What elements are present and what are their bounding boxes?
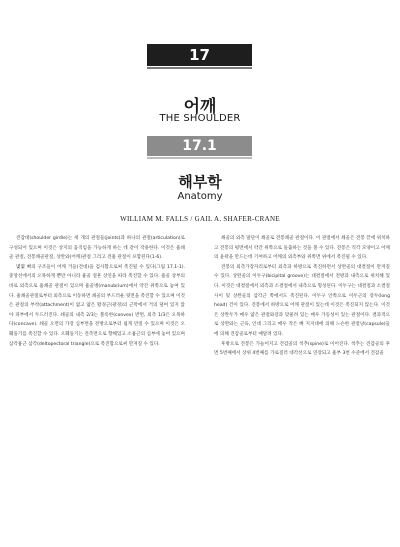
paragraph: 쇄골의 외측 말단이 쇄골로 견봉쇄골 관절이다. 이 관절에서 쇄골은 견봉 끝에 위치하고 견봉의 평면에서 약간 위쪽으로 돌출하는 것을 볼 수 있다. 견봉은 직각 모양이고 어깨의 윤곽을 만드는데 기여하고 어깨의 외측부와 위쪽면 위에서 촉진될 수 있다. bbox=[214, 236, 390, 261]
section-divider bbox=[147, 157, 252, 159]
section-number: 17.1 bbox=[182, 138, 217, 154]
paragraph: 후방으로 견봉은 가늘어지고 견갑골의 척추(spine)로 이어진다. 척추는 견갑골의 후면 5번째에서 상위 4번째를 가로질러 대각선으로 연장되고 흉부 3번 수준에서 견갑골 bbox=[214, 341, 390, 357]
chapter-number-box bbox=[147, 44, 252, 66]
chapter-title-korean: 어깨 bbox=[183, 97, 217, 117]
chapter-divider bbox=[147, 67, 252, 69]
paragraph: 견갑대(shoulder girdle)는 세 개의 관절들(joints)과 하나의 관절(articulation)로 구성되어 있으며 이것은 상지의 움직임을 가능하게 하는 데 같이 작용한다. 이것은 흉쇄골 관절, 견봉쇄골관절, 상완와(어깨)관절 그리고 견흉 관절이 포함된다(1-6). bbox=[9, 236, 185, 261]
body-column-left bbox=[9, 234, 185, 544]
chapter-title-english: THE SHOULDER bbox=[159, 113, 241, 124]
paragraph: 몇몇 뼈의 구조들이 어깨 거들(견대)을 검사함으로써 촉진될 수 있다(그림 17.1-1). 중앙선에서의 오목하게 뿐만 아니라 흉골 절흔 상연을 따라 촉진할 수 있다. 흉골 상부의 바로 외측으로 흉쇄골 관절이 있으며 흉골병(manubrium)에서 약간 위쪽으로 놓여 있다. 흉쇄골관절로부터 외측으로 이동하면 쇄골의 부드러운 윗면을 촉진할 수 있으며 이것은 관절의 부착(attachment)이 없고 얇은 활경근(광경)의 근막에서 거의 덮여 있지 않아 피부에서 두드러진다. 쇄골의 내측 2/3는 볼록한(convex) 반면, 외측 1/3은 오목하다(concave). 쇄골 오면의 가장 심부면을 전방으로부터 쉽게 만질 수 있으며 이것은 오훼돌기를 촉진할 수 있다. 오훼돌기는 견측면으로 향해있고 소흉근의 심부에 놓여 있으며 삼각흉근 삼각(deltopectoral triangle)으로 촉진함으로써 만져질 수 있다. bbox=[9, 264, 185, 347]
chapter-number: 17 bbox=[189, 46, 210, 64]
section-title-english: Anatomy bbox=[177, 191, 223, 202]
body-column-right bbox=[214, 234, 390, 544]
section-number-box bbox=[147, 136, 252, 156]
section-title-korean: 해부학 bbox=[178, 173, 222, 191]
author-line: WILLIAM M. FALLS / GAIL A. SHAFER-CRANE bbox=[120, 215, 280, 223]
paragraph: 견봉의 외측가장자리로부터 외측과 하방으로 촉진하면서 상완골의 대결절이 만져질 수 있다. 상완골의 이두구(bicipital groove)는 대결절에서 전방과 내측으로 위치해 있다. 이것은 대결절에서 외측과 소결절에서 내측으로 형성된다. 이두구는 대결절과 소결절 사이 및 상완골의 삼각근 쪽에서도 촉진된다. 이두구 안쪽으로 이두근의 장두(long head) 건이 있다. 견봉에서 하방으로 어깨 관절이 있는데 이것은 촉진되지 않는다. 이것은 상완두가 매우 얇은 관절와강과 맞물려 있는 매우 가동성이 있는 관절이다. 결과적으로 상완와는 근육, 인대 그리고 매우 작은 뼈 지지대에 의해 느슨한 관절낭(capsule)들에 의해 견갑골로부터 매달려 있다. bbox=[214, 264, 390, 337]
